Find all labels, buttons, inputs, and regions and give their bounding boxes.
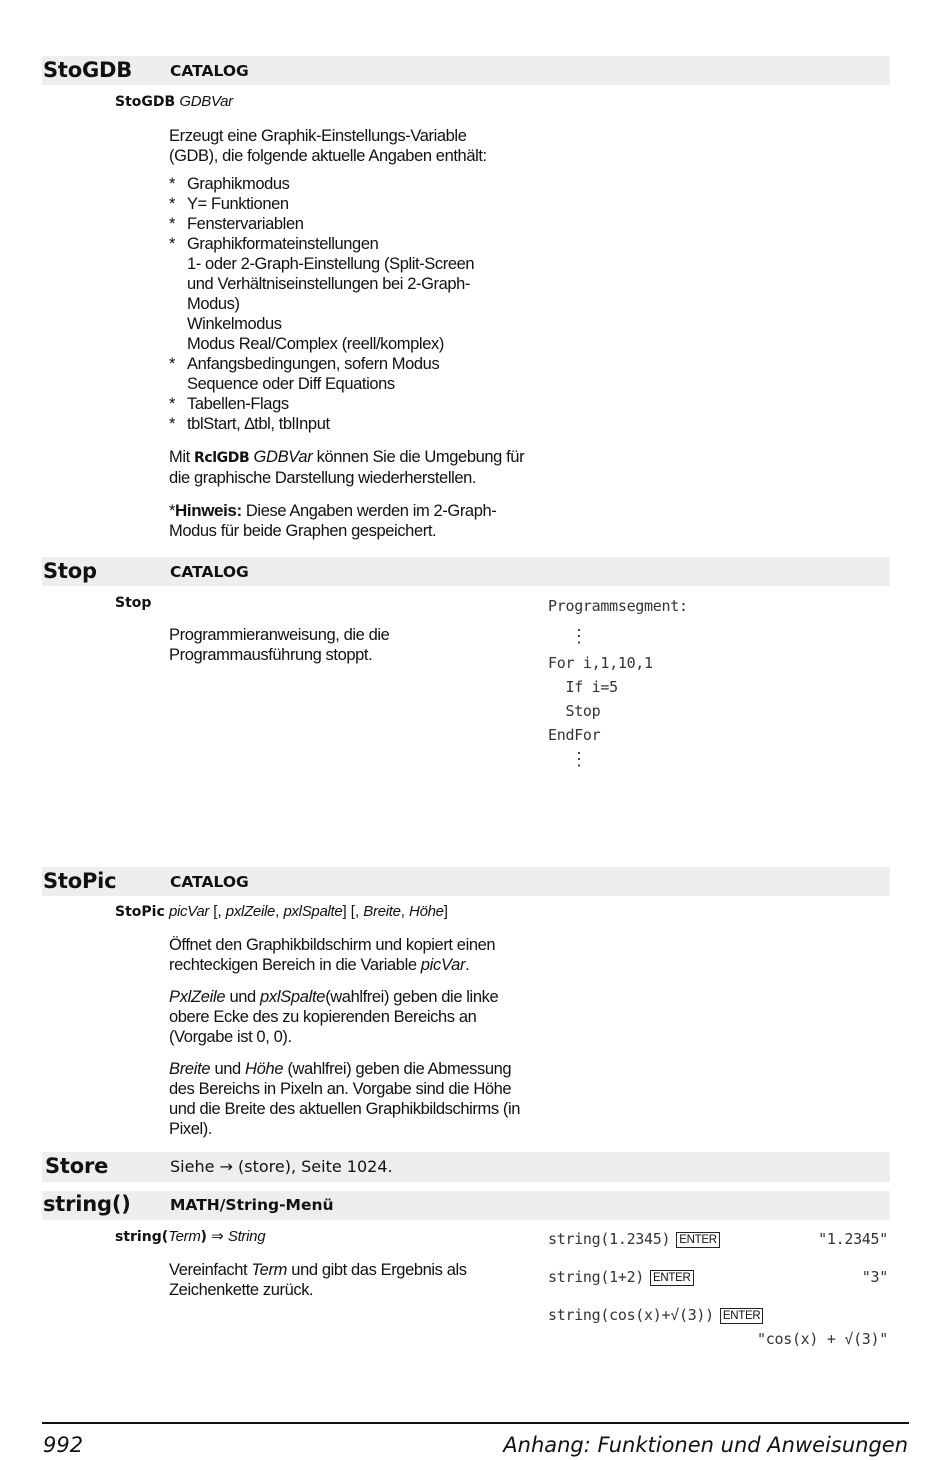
list-item: * Anfangsbedingungen, sofern Modus Sequence oder Diff Equations — [169, 355, 440, 393]
syntax-command: StoGDB — [115, 94, 176, 110]
example-row: string(cos(x)+√(3)) ENTER "cos(x) + √(3)" — [548, 1306, 888, 1348]
stopic-paragraph: Breite und Höhe (wahlfrei) geben die Abmessung des Bereichs in Pixeln an. Vorgabe sind die Höhe und die Breite des aktuellen Graphikbildschirms (in Pixel). — [169, 1060, 521, 1138]
string-text: Vereinfacht Term und gibt das Ergebnis als Zeichenkette zurück. — [169, 1261, 467, 1299]
list-item: * Tabellen-Flags — [169, 395, 289, 413]
example-result: "cos(x) + √(3)" — [757, 1330, 888, 1348]
list-item: * Graphikformateinstellungen — [169, 235, 379, 253]
footer-title: Anhang: Funktionen und Anweisungen — [503, 1433, 908, 1457]
syntax-argument: GDBVar — [179, 93, 233, 110]
syntax-stop — [115, 594, 151, 611]
list-item: * Fenstervariablen — [169, 215, 304, 233]
syntax-string: string(Term) ⇒ String — [115, 1228, 266, 1245]
entry-menu-stop: CATALOG — [170, 563, 249, 581]
list-item: 1- oder 2-Graph-Einstellung (Split-Screen und Verhältniseinstellungen bei 2-Graph-Modus) — [187, 255, 475, 313]
note-label: Hinweis: — [175, 501, 242, 520]
syntax-command: StoPic — [115, 904, 165, 920]
page-number: 992 — [43, 1433, 84, 1457]
list-item: Winkelmodus — [187, 315, 282, 333]
entry-title-string: string() — [43, 1192, 131, 1216]
rclgdb-text: Mit RclGDB GDBVar können Sie die Umgebung für die graphische Darstellung wiederherstellen. — [169, 448, 525, 487]
description-string — [169, 1260, 489, 1300]
enter-key-icon: ENTER — [650, 1270, 693, 1286]
store-reference: Siehe → (store), Seite 1024. — [170, 1157, 393, 1176]
enter-key-icon: ENTER — [720, 1308, 763, 1324]
entry-title-stogdb: StoGDB — [43, 58, 133, 82]
program-line: If i=5 — [548, 678, 618, 696]
program-line: Stop — [548, 702, 601, 720]
list-item: * tblStart, ∆tbl, tblInput — [169, 415, 330, 433]
example-result: "1.2345" — [818, 1230, 888, 1248]
program-line: For i,1,10,1 — [548, 654, 653, 672]
stopic-paragraph: Öffnet den Graphikbildschirm und kopiert einen rechteckigen Bereich in die Variable picVar. — [169, 936, 496, 974]
ellipsis-icon: ⋮ — [570, 749, 588, 770]
ellipsis-icon: ⋮ — [570, 626, 588, 647]
entry-title-stopic: StoPic — [43, 869, 117, 893]
program-example — [548, 594, 688, 770]
syntax-command: string( — [115, 1229, 169, 1245]
note-text: *Hinweis: Diese Angaben werden im 2-Graph-Modus für beide Graphen gespeichert. — [169, 501, 497, 540]
enter-key-icon: ENTER — [676, 1232, 719, 1248]
description-stopic — [169, 935, 529, 1139]
settings-list — [169, 174, 534, 434]
entry-menu-string: MATH/String-Menü — [170, 1196, 334, 1214]
example-result: "3" — [861, 1268, 888, 1286]
list-item: * Y= Funktionen — [169, 195, 289, 213]
rclgdb-command: RclGDB — [193, 450, 250, 466]
description-stogdb — [169, 126, 534, 541]
syntax-stopic: StoPic picVar [, pxlZeile, pxlSpalte] [, Breite, Höhe] — [115, 903, 448, 920]
example-row: string(1.2345) ENTER "1.2345" — [548, 1230, 888, 1248]
program-line: EndFor — [548, 726, 601, 744]
intro-text: Erzeugt eine Graphik-Einstellungs-Variable (GDB), die folgende aktuelle Angaben enthält: — [169, 127, 487, 165]
entry-title-stop: Stop — [43, 559, 97, 583]
syntax-command: Stop — [115, 595, 152, 611]
program-label: Programmsegment: — [548, 597, 688, 615]
stop-text: Programmieranweisung, die die Programmausführung stoppt. — [169, 626, 390, 664]
entry-menu-stogdb: CATALOG — [170, 62, 249, 80]
description-stop — [169, 625, 429, 665]
syntax-stogdb — [115, 93, 233, 110]
footer-divider — [42, 1422, 909, 1424]
stopic-paragraph: PxlZeile und pxlSpalte(wahlfrei) geben die linke obere Ecke des zu kopierenden Bereichs an (Vorgabe ist 0, 0). — [169, 988, 499, 1046]
list-item: * Graphikmodus — [169, 175, 290, 193]
entry-menu-stopic: CATALOG — [170, 873, 249, 891]
entry-title-store: Store — [45, 1154, 109, 1178]
example-row: string(1+2) ENTER "3" — [548, 1268, 888, 1286]
list-item: Modus Real/Complex (reell/komplex) — [187, 335, 444, 353]
